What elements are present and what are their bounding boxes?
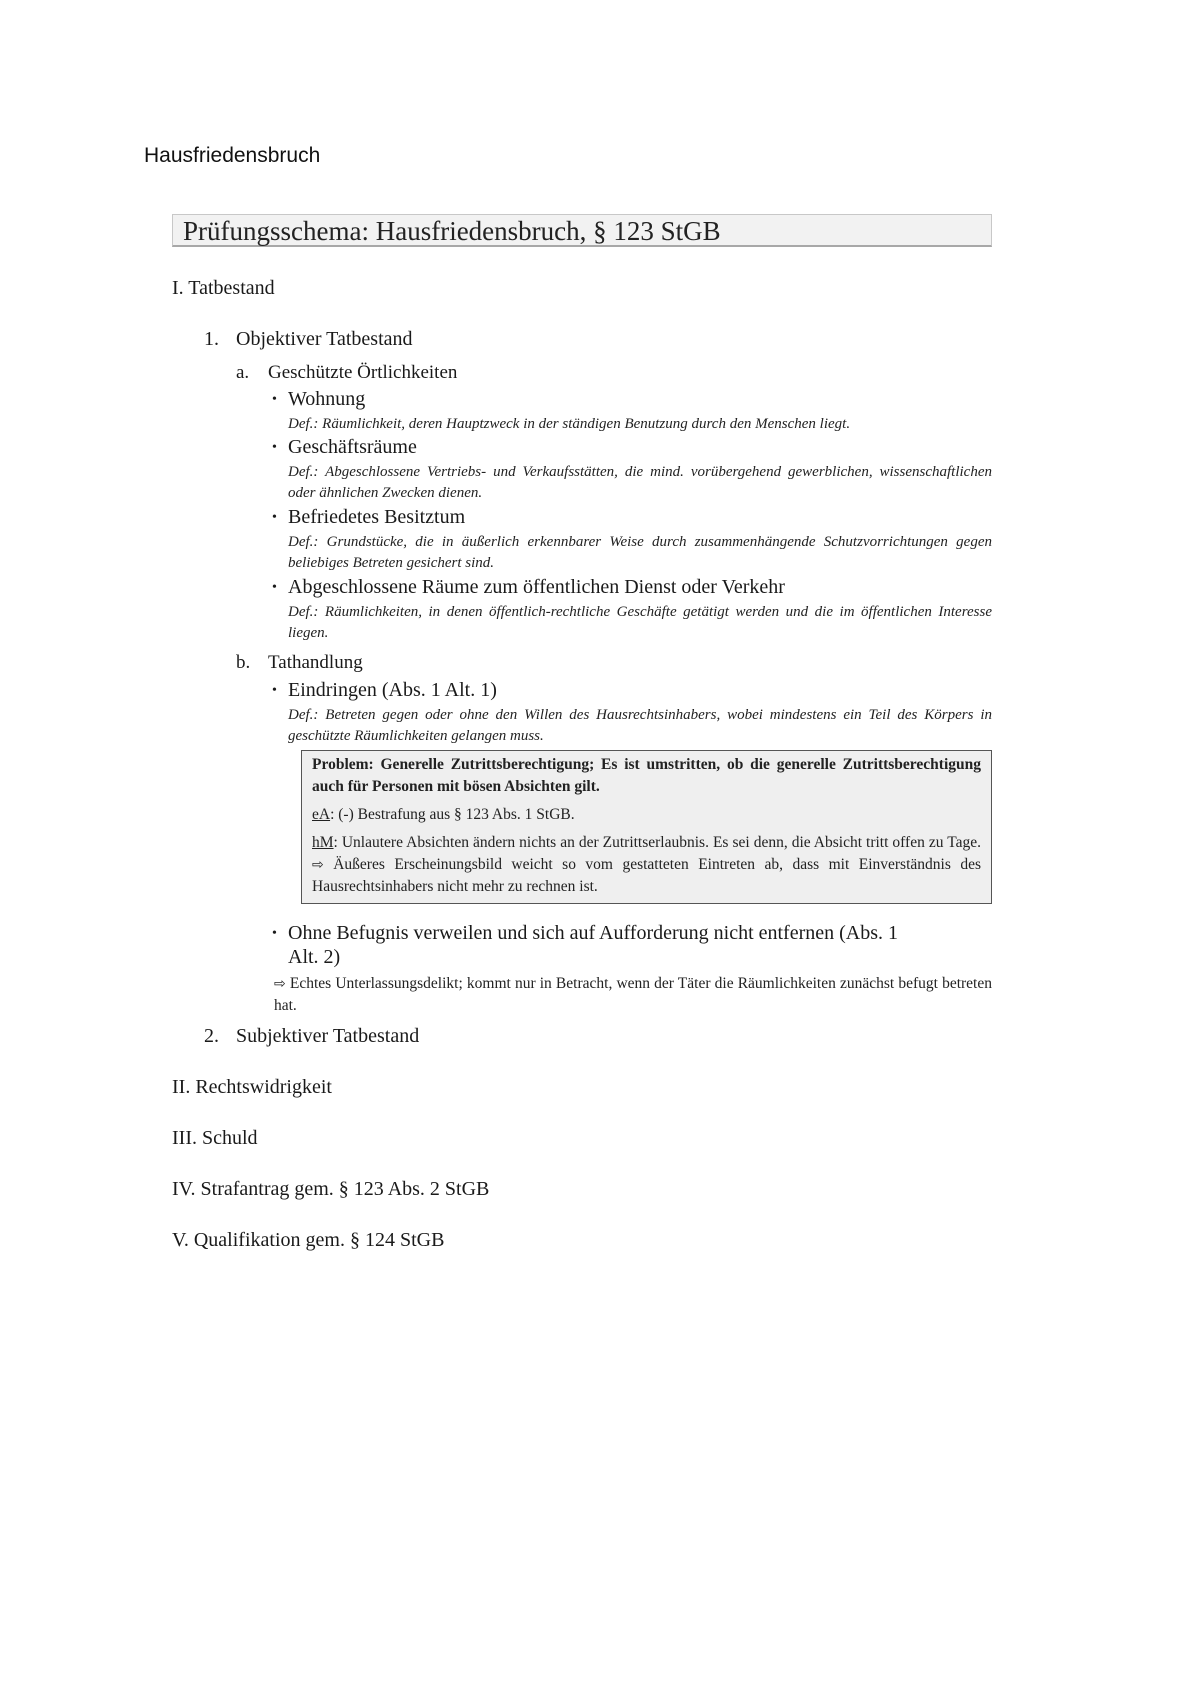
bullet-eindringen <box>272 679 497 702</box>
page-title: Prüfungsschema: Hausfriedensbruch, § 123 StGB <box>183 216 721 246</box>
definition-wohnung: Def.: Räumlichkeit, deren Hauptzweck in der ständigen Benutzung durch den Menschen liegt. <box>288 416 851 432</box>
bullet-label: Geschäftsräume <box>288 436 417 458</box>
opinion-hm-text: : Unlautere Absichten ändern nichts an der Zutrittserlaubnis. Es sei denn, die Absicht tritt offen zu Tage. <box>333 834 981 851</box>
bullet-label: Befriedetes Besitztum <box>288 506 466 528</box>
subsection-objektiver-tatbestand <box>204 328 413 351</box>
opinion-ea-text: : (-) Bestrafung aus § 123 Abs. 1 StGB. <box>330 806 575 823</box>
arrow-right-icon: ⇨ <box>274 976 286 992</box>
section-tatbestand: I. Tatbestand <box>172 277 275 299</box>
subsection-number: 1. <box>204 328 219 350</box>
note-text: Echtes Unterlassungsdelikt; kommt nur in Betracht, wenn der Täter die Räumlichkeiten zunächst befugt betreten hat. <box>274 975 992 1014</box>
bullet-label: Abgeschlossene Räume zum öffentlichen Dienst oder Verkehr <box>288 576 785 598</box>
definition-befriedetes-besitztum: Def.: Grundstücke, die in äußerlich erkennbarer Weise durch zusammenhängende Schutzvorrichtungen gegen beliebiges Betreten gesichert sind. <box>288 534 992 571</box>
bullet-icon: • <box>272 926 277 941</box>
bullet-verweilen-continued: Alt. 2) <box>288 946 341 968</box>
item-tathandlung <box>236 652 363 674</box>
subsection-subjektiver-tatbestand <box>204 1025 419 1048</box>
item-letter: a. <box>236 362 250 383</box>
bullet-icon: • <box>272 440 277 455</box>
subsection-label: Objektiver Tatbestand <box>236 328 413 350</box>
bullet-icon: • <box>272 580 277 595</box>
item-label: Tathandlung <box>268 652 363 673</box>
subsection-label: Subjektiver Tatbestand <box>236 1025 420 1047</box>
bullet-abgeschlossene-raeume <box>272 576 785 599</box>
opinion-ea-label: eA <box>312 806 331 823</box>
opinion-hm <box>312 832 981 898</box>
bullet-wohnung <box>272 388 365 411</box>
definition-abgeschlossene-raeume: Def.: Räumlichkeiten, in denen öffentlich-rechtliche Geschäfte getätigt werden und die im öffentlichen Interesse liegen. <box>288 604 992 641</box>
note-unterlassungsdelikt <box>274 973 992 1017</box>
bullet-icon: • <box>272 510 277 525</box>
section-strafantrag: IV. Strafantrag gem. § 123 Abs. 2 StGB <box>172 1178 490 1200</box>
opinion-ea <box>312 804 981 826</box>
bullet-verweilen <box>272 922 898 945</box>
bullet-label: Eindringen (Abs. 1 Alt. 1) <box>288 679 497 701</box>
bullet-geschaeftsraeume <box>272 436 417 459</box>
bullet-icon: • <box>272 392 277 407</box>
item-label: Geschützte Örtlichkeiten <box>268 362 458 383</box>
item-letter: b. <box>236 652 251 673</box>
section-schuld: III. Schuld <box>172 1127 258 1149</box>
problem-box <box>301 750 992 904</box>
document-header: Hausfriedensbruch <box>144 144 321 167</box>
opinion-hm-consequence: Äußeres Erscheinungsbild weicht so vom gestatteten Eintreten ab, dass mit Einverständnis des Hausrechtsinhabers nicht mehr zu rechnen ist. <box>312 856 981 895</box>
item-geschuetzte-oertlichkeiten <box>236 362 457 384</box>
section-rechtswidrigkeit: II. Rechtswidrigkeit <box>172 1076 332 1098</box>
bullet-label: Ohne Befugnis verweilen und sich auf Aufforderung nicht entfernen (Abs. 1 <box>288 922 899 944</box>
arrow-right-icon: ⇨ <box>312 857 324 873</box>
definition-geschaeftsraeume: Def.: Abgeschlossene Vertriebs- und Verkaufsstätten, die mind. vorübergehend gewerblichen, wissenschaftlichen oder ähnlichen Zwecken dienen. <box>288 464 992 501</box>
opinion-hm-label: hM <box>312 834 334 851</box>
bullet-label: Wohnung <box>288 388 366 410</box>
subsection-number: 2. <box>204 1025 219 1047</box>
bullet-icon: • <box>272 683 277 698</box>
problem-heading: Problem: Generelle Zutrittsberechtigung; Es ist umstritten, ob die generelle Zutrittsberechtigung auch für Personen mit bösen Absichten gilt. <box>312 756 981 795</box>
bullet-befriedetes-besitztum <box>272 506 465 529</box>
section-qualifikation: V. Qualifikation gem. § 124 StGB <box>172 1229 445 1251</box>
definition-eindringen: Def.: Betreten gegen oder ohne den Willen des Hausrechtsinhabers, wobei mindestens ein Teil des Körpers in geschützte Räumlichkeiten gelangen muss. <box>288 707 992 744</box>
title-box <box>172 214 992 247</box>
